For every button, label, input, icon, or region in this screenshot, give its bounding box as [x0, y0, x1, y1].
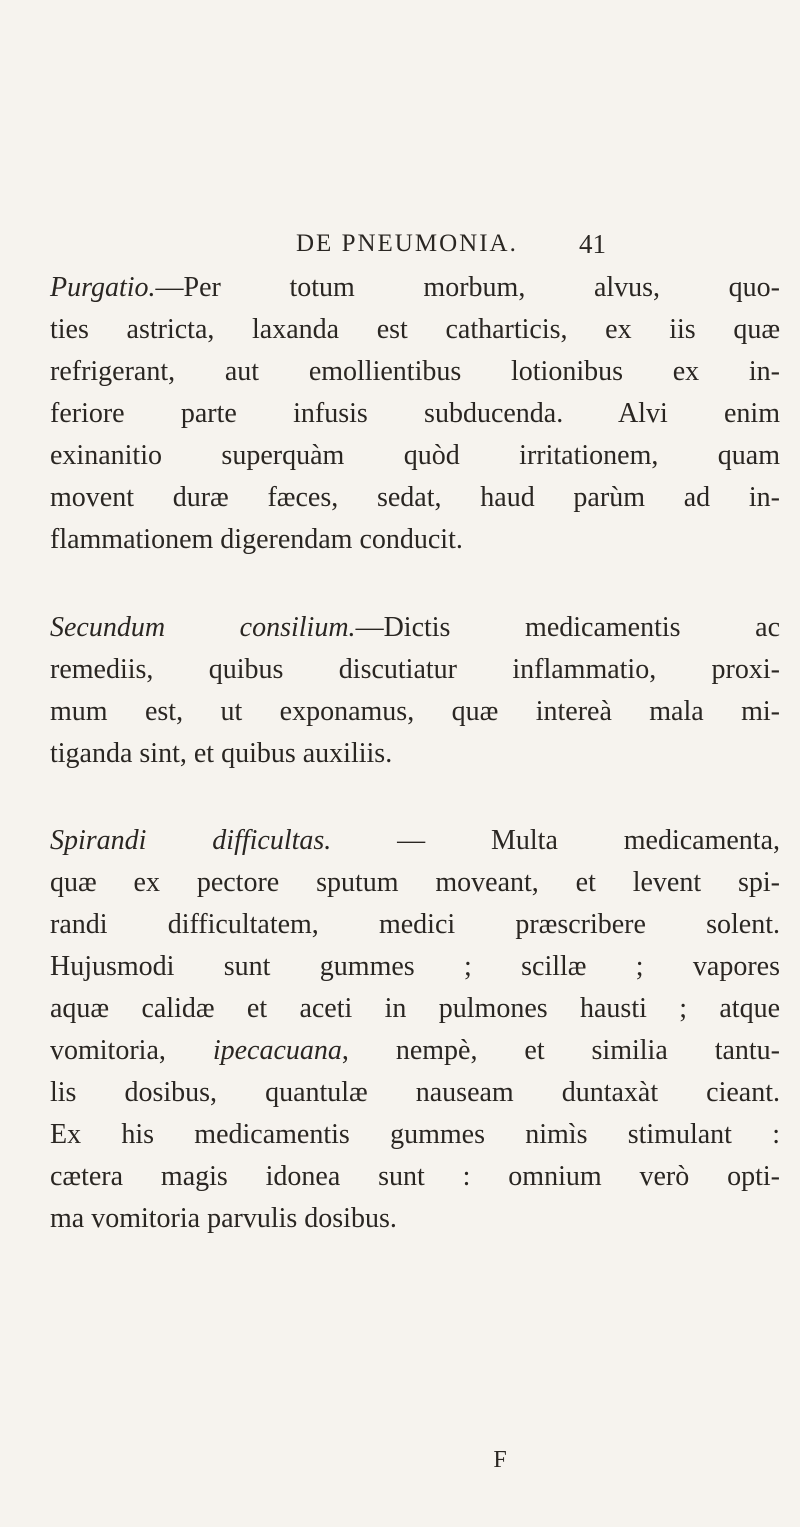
paragraph-3-line-3: randi difficultatem, medici præscribere solent. — [50, 909, 780, 940]
page-number: 41 — [579, 229, 606, 259]
signature-mark: F — [493, 1447, 507, 1473]
paragraph-1-heading: Purgatio. — [50, 272, 156, 303]
paragraph-3-line-6: vomitoria, ipecacuana, nempè, et similia tantu- — [50, 1035, 780, 1066]
paragraph-3-line-9: cætera magis idonea sunt : omnium verò opti- — [50, 1161, 780, 1192]
paragraph-1-line-1: Purgatio.—Per totum morbum, alvus, quo- — [50, 272, 780, 303]
paragraph-3-line-7: lis dosibus, quantulæ nauseam duntaxàt cieant. — [50, 1077, 780, 1108]
paragraph-1-line-3: refrigerant, aut emollientibus lotionibus ex in- — [50, 356, 780, 387]
paragraph-3-line-4: Hujusmodi sunt gummes ; scillæ ; vapores — [50, 951, 780, 982]
paragraph-1-line-5: exinanitio superquàm quòd irritationem, quam — [50, 440, 780, 471]
running-title: DE PNEUMONIA. — [296, 230, 518, 257]
paragraph-2-line-4: tiganda sint, et quibus auxiliis. — [50, 738, 393, 769]
paragraph-3-line-2: quæ ex pectore sputum moveant, et levent spi- — [50, 867, 780, 898]
paragraph-3-line-10: ma vomitoria parvulis dosibus. — [50, 1203, 397, 1234]
paragraph-3-line-5: aquæ calidæ et aceti in pulmones hausti ; atque — [50, 993, 780, 1024]
paragraph-3-line-8: Ex his medicamentis gummes nimìs stimulant : — [50, 1119, 780, 1150]
running-head — [296, 224, 606, 264]
ipecacuana-term: ipecacuana — [212, 1035, 342, 1066]
paragraph-1-line-2: ties astricta, laxanda est catharticis, ex iis quæ — [50, 314, 780, 345]
paragraph-2-heading: Secundum consilium. — [50, 612, 356, 643]
paragraph-2-line-2: remediis, quibus discutiatur inflammatio, proxi- — [50, 654, 780, 685]
paragraph-2-line-3: mum est, ut exponamus, quæ intereà mala mi- — [50, 696, 780, 727]
paragraph-2-line-1: Secundum consilium.—Dictis medicamentis ac — [50, 612, 780, 643]
paragraph-3-heading: Spirandi difficultas. — [50, 825, 332, 856]
paragraph-3-line-1: Spirandi difficultas. — Multa medicamenta, — [50, 825, 780, 856]
paragraph-1-line-6: movent duræ fæces, sedat, haud parùm ad in- — [50, 482, 780, 513]
paragraph-1-line-7: flammationem digerendam conducit. — [50, 524, 463, 555]
paragraph-1-line-4: feriore parte infusis subducenda. Alvi enim — [50, 398, 780, 429]
